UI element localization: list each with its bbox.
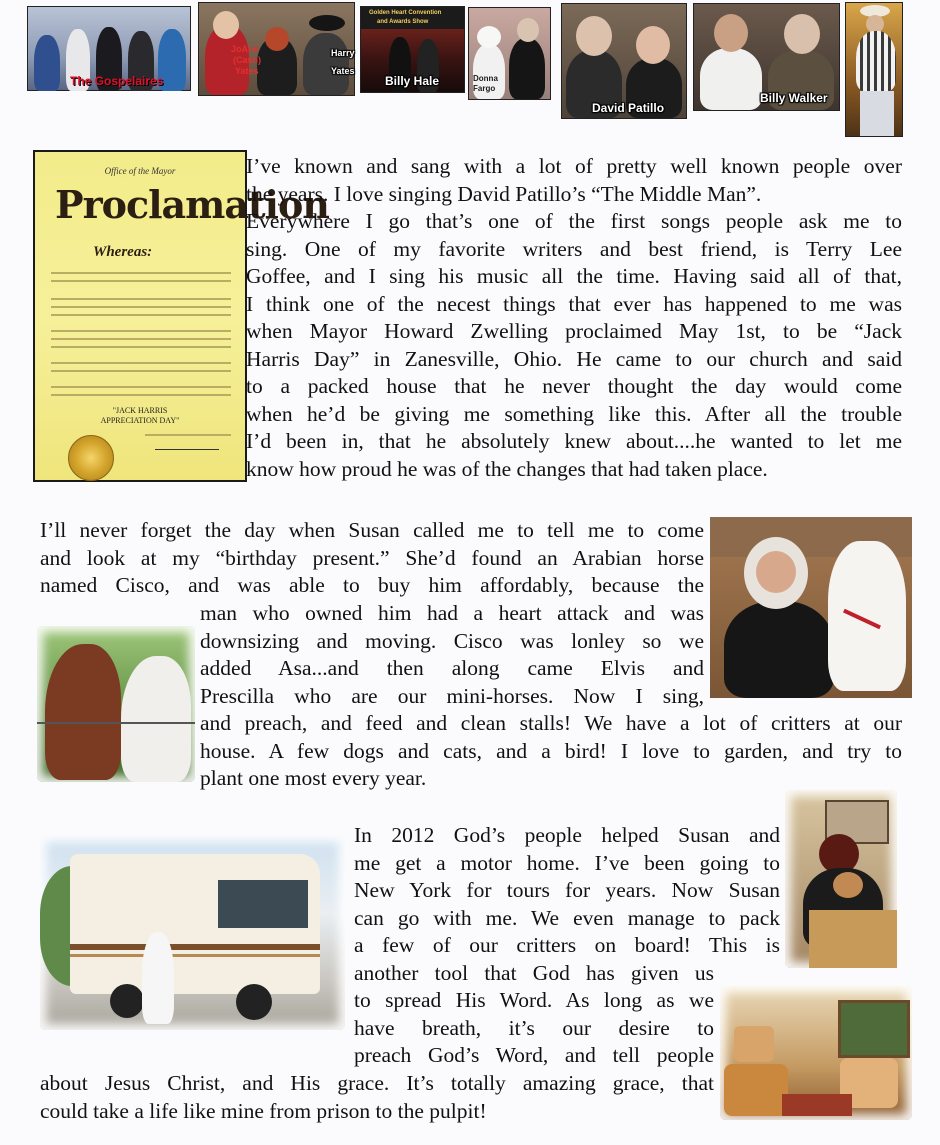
caption-banner-1: Golden Heart Convention (369, 10, 442, 16)
photo-billy-walker (693, 3, 840, 111)
signature-line (155, 449, 219, 450)
text-line: Prescilla who are our mini-horses. Now I sing, (200, 683, 704, 708)
caption-gospelaires: The Gospelaires (70, 74, 164, 88)
caption-donna-1: Donna (473, 74, 498, 83)
proclamation-day-line-2: APPRECIATION DAY" (100, 416, 180, 425)
photo-jack-with-horse (710, 517, 912, 698)
proclamation-certificate (33, 150, 329, 482)
text-line: about Jesus Christ, and His grace. It’s totally amazing grace, that (40, 1071, 714, 1095)
text-line: know how proud he was of the changes that had taken place. (246, 456, 768, 481)
caption-joann-1: JoAnn (231, 44, 259, 54)
photo-susan-with-dog (785, 790, 897, 968)
text-line: have breath, it’s our desire to (354, 1015, 714, 1040)
photo-cowboy-singer (845, 2, 903, 137)
photo-gospelaires (27, 6, 191, 91)
text-line: house. A few dogs and cats, and a bird! I love to garden, and try to (200, 738, 902, 763)
text-line: man who owned him had a heart attack and was (200, 601, 704, 625)
text-line: me get a motor home. I’ve been going to (354, 850, 780, 875)
text-line: the years. I love singing David Patillo’s “The Middle Man”. (246, 181, 762, 206)
gold-seal-icon (68, 435, 114, 481)
proclamation-title: Proclamation (55, 182, 329, 227)
caption-joann-3: Yates (235, 66, 259, 76)
photo-motor-home (40, 836, 345, 1030)
text-line: could take a life like mine from prison to the pulpit! (40, 1098, 487, 1123)
text-line: I’ve known and sang with a lot of pretty well known people over (246, 154, 902, 178)
caption-billy-hale: Billy Hale (385, 74, 440, 88)
text-line: can go with me. We even manage to pack (354, 905, 780, 930)
text-line: New York for tours for years. Now Susan (354, 878, 780, 902)
paragraph-closing (40, 1070, 714, 1125)
text-line: I’d been in, that he absolutely knew about....he wanted to let me (246, 429, 902, 453)
proclamation-office: Office of the Mayor (104, 166, 176, 176)
text-line: named Cisco, and was able to buy him affordably, because the (40, 573, 704, 597)
paragraph-birthday-present-top (40, 517, 704, 600)
text-line: and look at my “birthday present.” She’d found an Arabian horse (40, 545, 704, 570)
photo-donna-fargo (468, 7, 551, 100)
text-line: I think one of the necest things that ever has happened to me was (246, 291, 902, 316)
text-line: preach God’s Word, and tell people (354, 1043, 714, 1067)
text-line: and preach, and feed and clean stalls! We have a lot of critters at our (200, 711, 902, 735)
photo-yates (198, 2, 355, 96)
text-line: Goffee, and I sing his music all the time. Having said all of that, (246, 264, 902, 288)
proclamation-day-line-1: "JACK HARRIS (112, 406, 168, 415)
paragraph-birthday-present-bottom (200, 710, 902, 793)
text-line: Everywhere I go that’s one of the first songs people ask me to (246, 209, 902, 233)
text-line: to a packed house that he never thought the day would come (246, 374, 902, 398)
caption-billy-walker: Billy Walker (760, 91, 828, 105)
text-line: In 2012 God’s people helped Susan and (354, 823, 780, 847)
paragraph-motor-home (354, 822, 780, 960)
text-line: a few of our critters on board! This is (354, 933, 780, 957)
paragraph-birthday-present-mid (200, 600, 704, 710)
photo-two-horses (37, 626, 195, 782)
caption-joann-2: (Cash) (233, 55, 262, 65)
paragraph-motor-home-narrow (354, 960, 714, 1070)
photo-billy-hale (360, 6, 465, 93)
caption-david-patillo: David Patillo (592, 101, 665, 115)
text-line: sing. One of my favorite writers and best friend, is Terry Lee (246, 236, 902, 261)
proclamation-whereas: Whereas: (93, 244, 153, 260)
text-line: to spread His Word. As long as we (354, 988, 714, 1012)
caption-harry-1: Harry (331, 48, 355, 58)
paragraph-known-people (246, 153, 902, 483)
caption-harry-2: Yates (331, 66, 355, 76)
text-line: downsizing and moving. Cisco was lonley so we (200, 628, 704, 653)
caption-banner-2: and Awards Show (377, 19, 429, 25)
text-line: Harris Day” in Zanesville, Ohio. He came to our church and said (246, 346, 902, 371)
text-line: when he’d be giving me something like this. After all the trouble (246, 401, 902, 426)
photo-david-patillo (561, 3, 687, 119)
text-line: I’ll never forget the day when Susan called me to tell me to come (40, 518, 704, 542)
photo-motor-home-interior (720, 986, 912, 1120)
text-line: added Asa...and then along came Elvis and (200, 656, 704, 680)
text-line: plant one most every year. (200, 766, 427, 790)
caption-donna-2: Fargo (473, 84, 496, 93)
text-line: another tool that God has given us (354, 960, 714, 985)
text-line: when Mayor Howard Zwelling proclaimed May 1st, to be “Jack (246, 319, 902, 343)
